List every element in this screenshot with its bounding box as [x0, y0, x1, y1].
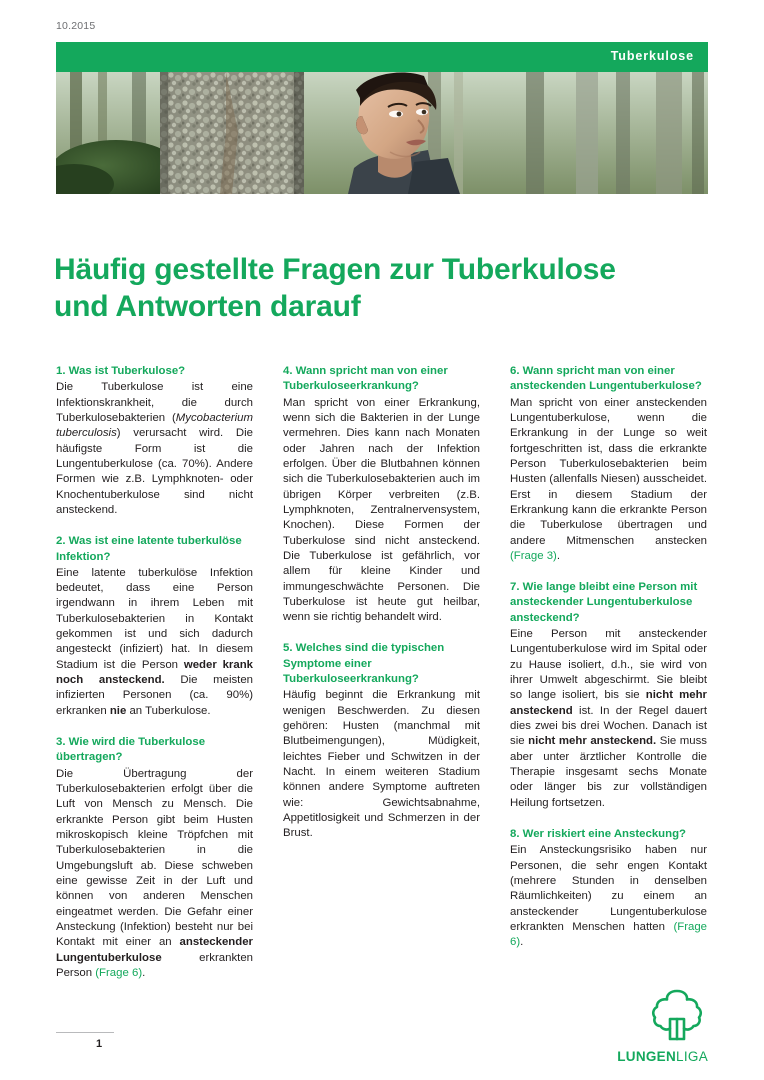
- forest-portrait-photo: [56, 72, 708, 194]
- topic-band: [56, 42, 708, 72]
- faq-answer: Eine Person mit ansteckender Lungentuberkulose wird im Spital oder zu Hause isoliert, d.h., sie wird von ihrer Umwelt abgeschirmt. Sie bleibt so lange isoliert, bis sie nicht mehr ansteckend ist. In der Regel dauert dies zwei bis drei Wochen. Danach ist sie nicht mehr ansteckend. Sie muss aber unter ärztlicher Kontrolle die Therapie insgesamt sechs Monate oder länger bis zur vollständigen Heilung fortsetzen.: [510, 628, 708, 809]
- lungenliga-logo: [598, 988, 708, 1064]
- faq-question: 1. Was ist Tuberkulose?: [56, 365, 186, 377]
- faq-item: [56, 364, 253, 518]
- faq-column-1: [56, 364, 253, 981]
- faq-item: [283, 641, 480, 841]
- logo-word-lungen: LUNGEN: [617, 1049, 677, 1064]
- faq-answer: Man spricht von einer Erkrankung, wenn sich die Bakterien in der Lunge vermehren. Dies kann nach Monaten oder Jahren nach der Infektion erfolgen. Über die Blutbahnen können sich die Tuberkulosebakterien auch im übrigen Körper verbreiten (z.B. Lymphknoten, Zentralnervensystem, Knochen). Diese Formen der Tuberkulose sind nicht ansteckend. Die Tuberkulose ist gefährlich, vor allem für kleine Kinder und immungeschwächte Personen. Die Tuberkulose ist heute gut heilbar, wenn sie richtig behandelt wird.: [283, 396, 480, 624]
- faq-answer: Ein Ansteckungsrisiko haben nur Personen, die sehr engen Kontakt (mehrere Stunden in denselben Räumlichkeiten) zu einem an ansteckender Lungentuberkulose erkrankten Menschen hatten (Frage 6).: [510, 844, 707, 949]
- page-title: [54, 252, 714, 325]
- faq-answer: Die Übertragung der Tuberkulosebakterien erfolgt über die Luft von Mensch zu Mensch. Die erkrankte Person gibt beim Husten mikroskopisch kleine Tröpfchen mit Tuberkulosebakterien in die Umgebungsluft ab. Diese schweben eine gewisse Zeit in der Luft und können von anderen Menschen eingeatmet werden. Die Gefahr einer Ansteckung (Infektion) besteht nur bei Kontakt mit einer an ansteckender Lungentuberkulose erkrankten Person (Frage 6).: [56, 767, 253, 979]
- faq-columns: [56, 364, 708, 981]
- faq-item: [56, 735, 253, 981]
- faq-answer: Eine latente tuberkulöse Infektion bedeutet, dass eine Person irgendwann in ihrem Leben mit Tuberkulosebakterien in Kontakt gekommen ist und sich dadurch angesteckt (infiziert) hat. In diesem Stadium ist die Person weder krank noch ansteckend. Die meisten infizierten Personen (ca. 90%) erkranken nie an Tuberkulose.: [56, 566, 254, 717]
- faq-item: [510, 827, 707, 951]
- faq-answer: Häufig beginnt die Erkrankung mit wenigen Beschwerden. Zu diesen gehören: Husten (manchmal mit Blutbeimengungen), Müdigkeit, leichtes Fieber und Schwitzen in der Nacht. In einem weiteren Stadium können andere Symptome auftreten wie: Gewichtsabnahme, Appetitlosigkeit und Schmerzen in der Brust.: [283, 689, 480, 840]
- faq-question: 5. Welches sind die typischen Symptome einer Tuberkuloseerkrankung?: [283, 642, 445, 686]
- faq-question: 2. Was ist eine latente tuberkulöse Infektion?: [56, 535, 242, 563]
- faq-answer: Man spricht von einer ansteckenden Lungentuberkulose, wenn die Erkrankung in der Lunge so weit fortgeschritten ist, dass die erkrankte Person Tuberkulosebakterien beim Husten (allenfalls Niesen) ausscheidet. Erst in diesem Stadium der Erkrankung kann die erkrankte Person die Tuberkulose übertragen und andere Mitmenschen anstecken (Frage 3).: [510, 396, 707, 562]
- lung-tree-icon: [648, 988, 706, 1042]
- faq-item: [510, 364, 707, 564]
- faq-column-3: [510, 364, 707, 981]
- publication-date: 10.2015: [56, 20, 96, 32]
- logo-wordmark: [617, 1049, 708, 1064]
- faq-question: 3. Wie wird die Tuberkulose übertragen?: [56, 736, 206, 764]
- faq-answer: Die Tuberkulose ist eine Infektionskrankheit, die durch Tuberkulosebakterien (Mycobacterium tuberculosis) verursacht wird. Die häufigste Form ist die Lungentuberkulose (ca. 70%). Andere Formen wie z.B. Lymphknoten- oder Knochentuberkulose sind nicht ansteckend.: [56, 381, 253, 516]
- faq-column-2: [283, 364, 480, 981]
- logo-word-liga: LIGA: [676, 1049, 708, 1064]
- faq-question: 8. Wer riskiert eine Ansteckung?: [510, 827, 686, 840]
- faq-item: [56, 534, 253, 719]
- faq-item: [283, 364, 480, 625]
- faq-question: 7. Wie lange bleibt eine Person mit ansteckender Lungentuberkulose ansteckend?: [510, 581, 698, 624]
- footer-rule: [56, 1032, 114, 1033]
- hero-photo: [56, 72, 708, 194]
- page-number: 1: [96, 1038, 103, 1050]
- page-title-line-1: Häufig gestellte Fragen zur Tuberkulose: [54, 253, 616, 287]
- page-title-line-2: und Antworten darauf: [54, 289, 361, 323]
- faq-item: [510, 580, 707, 811]
- topic-label: Tuberkulose: [610, 49, 694, 63]
- faq-question: 4. Wann spricht man von einer Tuberkuloseerkrankung?: [283, 365, 448, 393]
- faq-question: 6. Wann spricht man von einer ansteckenden Lungentuberkulose?: [510, 365, 702, 393]
